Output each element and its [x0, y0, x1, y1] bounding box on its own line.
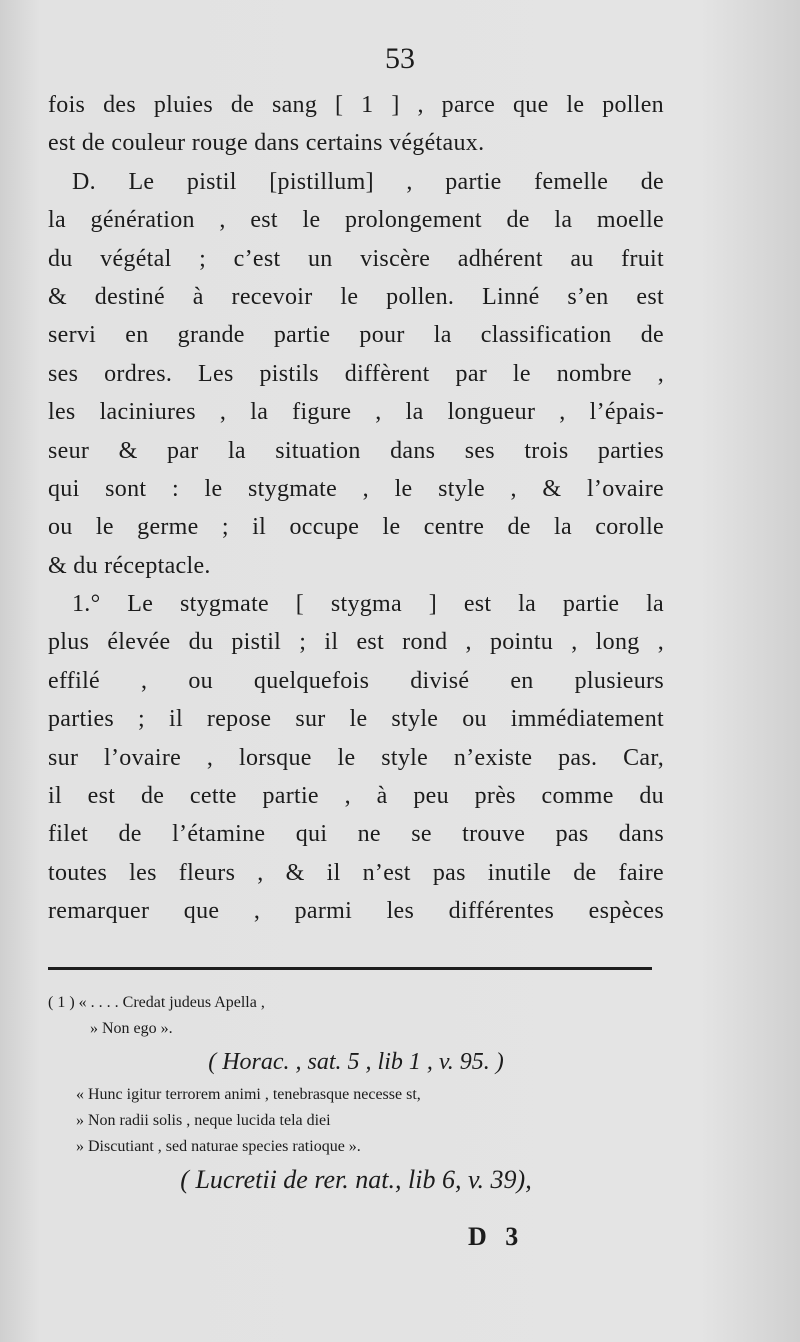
- text-line: D. Le pistil [pistillum] , partie femelle de: [72, 168, 664, 195]
- text-line: sur l’ovaire , lorsque le style n’existe pas. Car,: [48, 744, 664, 771]
- text-line: seur & par la situation dans ses trois parties: [48, 437, 664, 464]
- footnote-quote-line: « Hunc igitur terrorem animi , tenebrasque necesse st,: [76, 1086, 421, 1103]
- body-text: [48, 86, 664, 931]
- footnote-quote-line: » Discutiant , sed naturae species ratioque ».: [76, 1138, 361, 1155]
- text-line: filet de l’étamine qui ne se trouve pas dans: [48, 821, 664, 848]
- page-number: 53: [385, 42, 415, 75]
- text-line: qui sont : le stygmate , le style , & l’ovaire: [48, 475, 664, 502]
- footnote-line: » Non ego ».: [90, 1020, 173, 1037]
- text-line: est de couleur rouge dans certains végétaux.: [48, 130, 485, 157]
- signature-mark: D 3: [468, 1222, 525, 1251]
- footnote-line: ( 1 ) « . . . . Credat judeus Apella ,: [48, 994, 265, 1011]
- text-line: remarquer que , parmi les différentes espèces: [48, 898, 664, 925]
- text-line: plus élevée du pistil ; il est rond , pointu , long ,: [48, 629, 664, 656]
- footnote-citation: ( Horac. , sat. 5 , lib 1 , v. 95. ): [208, 1049, 504, 1075]
- text-line: fois des pluies de sang [ 1 ] , parce que le pollen: [48, 92, 664, 118]
- text-line: toutes les fleurs , & il n’est pas inutile de faire: [48, 859, 664, 886]
- text-line: & du réceptacle.: [48, 552, 211, 579]
- text-line: il est de cette partie , à peu près comme du: [48, 783, 664, 810]
- text-line: servi en grande partie pour la classification de: [48, 322, 664, 349]
- text-line: effilé , ou quelquefois divisé en plusieurs: [48, 667, 664, 694]
- text-line: & destiné à recevoir le pollen. Linné s’en est: [48, 283, 664, 310]
- text-line: 1.° Le stygmate [ stygma ] est la partie la: [72, 591, 664, 618]
- text-line: les laciniures , la figure , la longueur , l’épais-: [48, 399, 664, 426]
- footnote-quote-line: » Non radii solis , neque lucida tela diei: [76, 1112, 331, 1129]
- footnotes: [48, 990, 664, 1200]
- footnote-citation: ( Lucretii de rer. nat., lib 6, v. 39),: [180, 1165, 532, 1194]
- text-line: du végétal ; c’est un viscère adhérent au fruit: [48, 245, 664, 272]
- footnote-divider: [48, 967, 652, 970]
- text-line: ses ordres. Les pistils diffèrent par le nombre ,: [48, 360, 664, 387]
- text-line: parties ; il repose sur le style ou immédiatement: [48, 706, 664, 733]
- text-line: la génération , est le prolongement de la moelle: [48, 207, 664, 234]
- text-line: ou le germe ; il occupe le centre de la corolle: [48, 514, 664, 541]
